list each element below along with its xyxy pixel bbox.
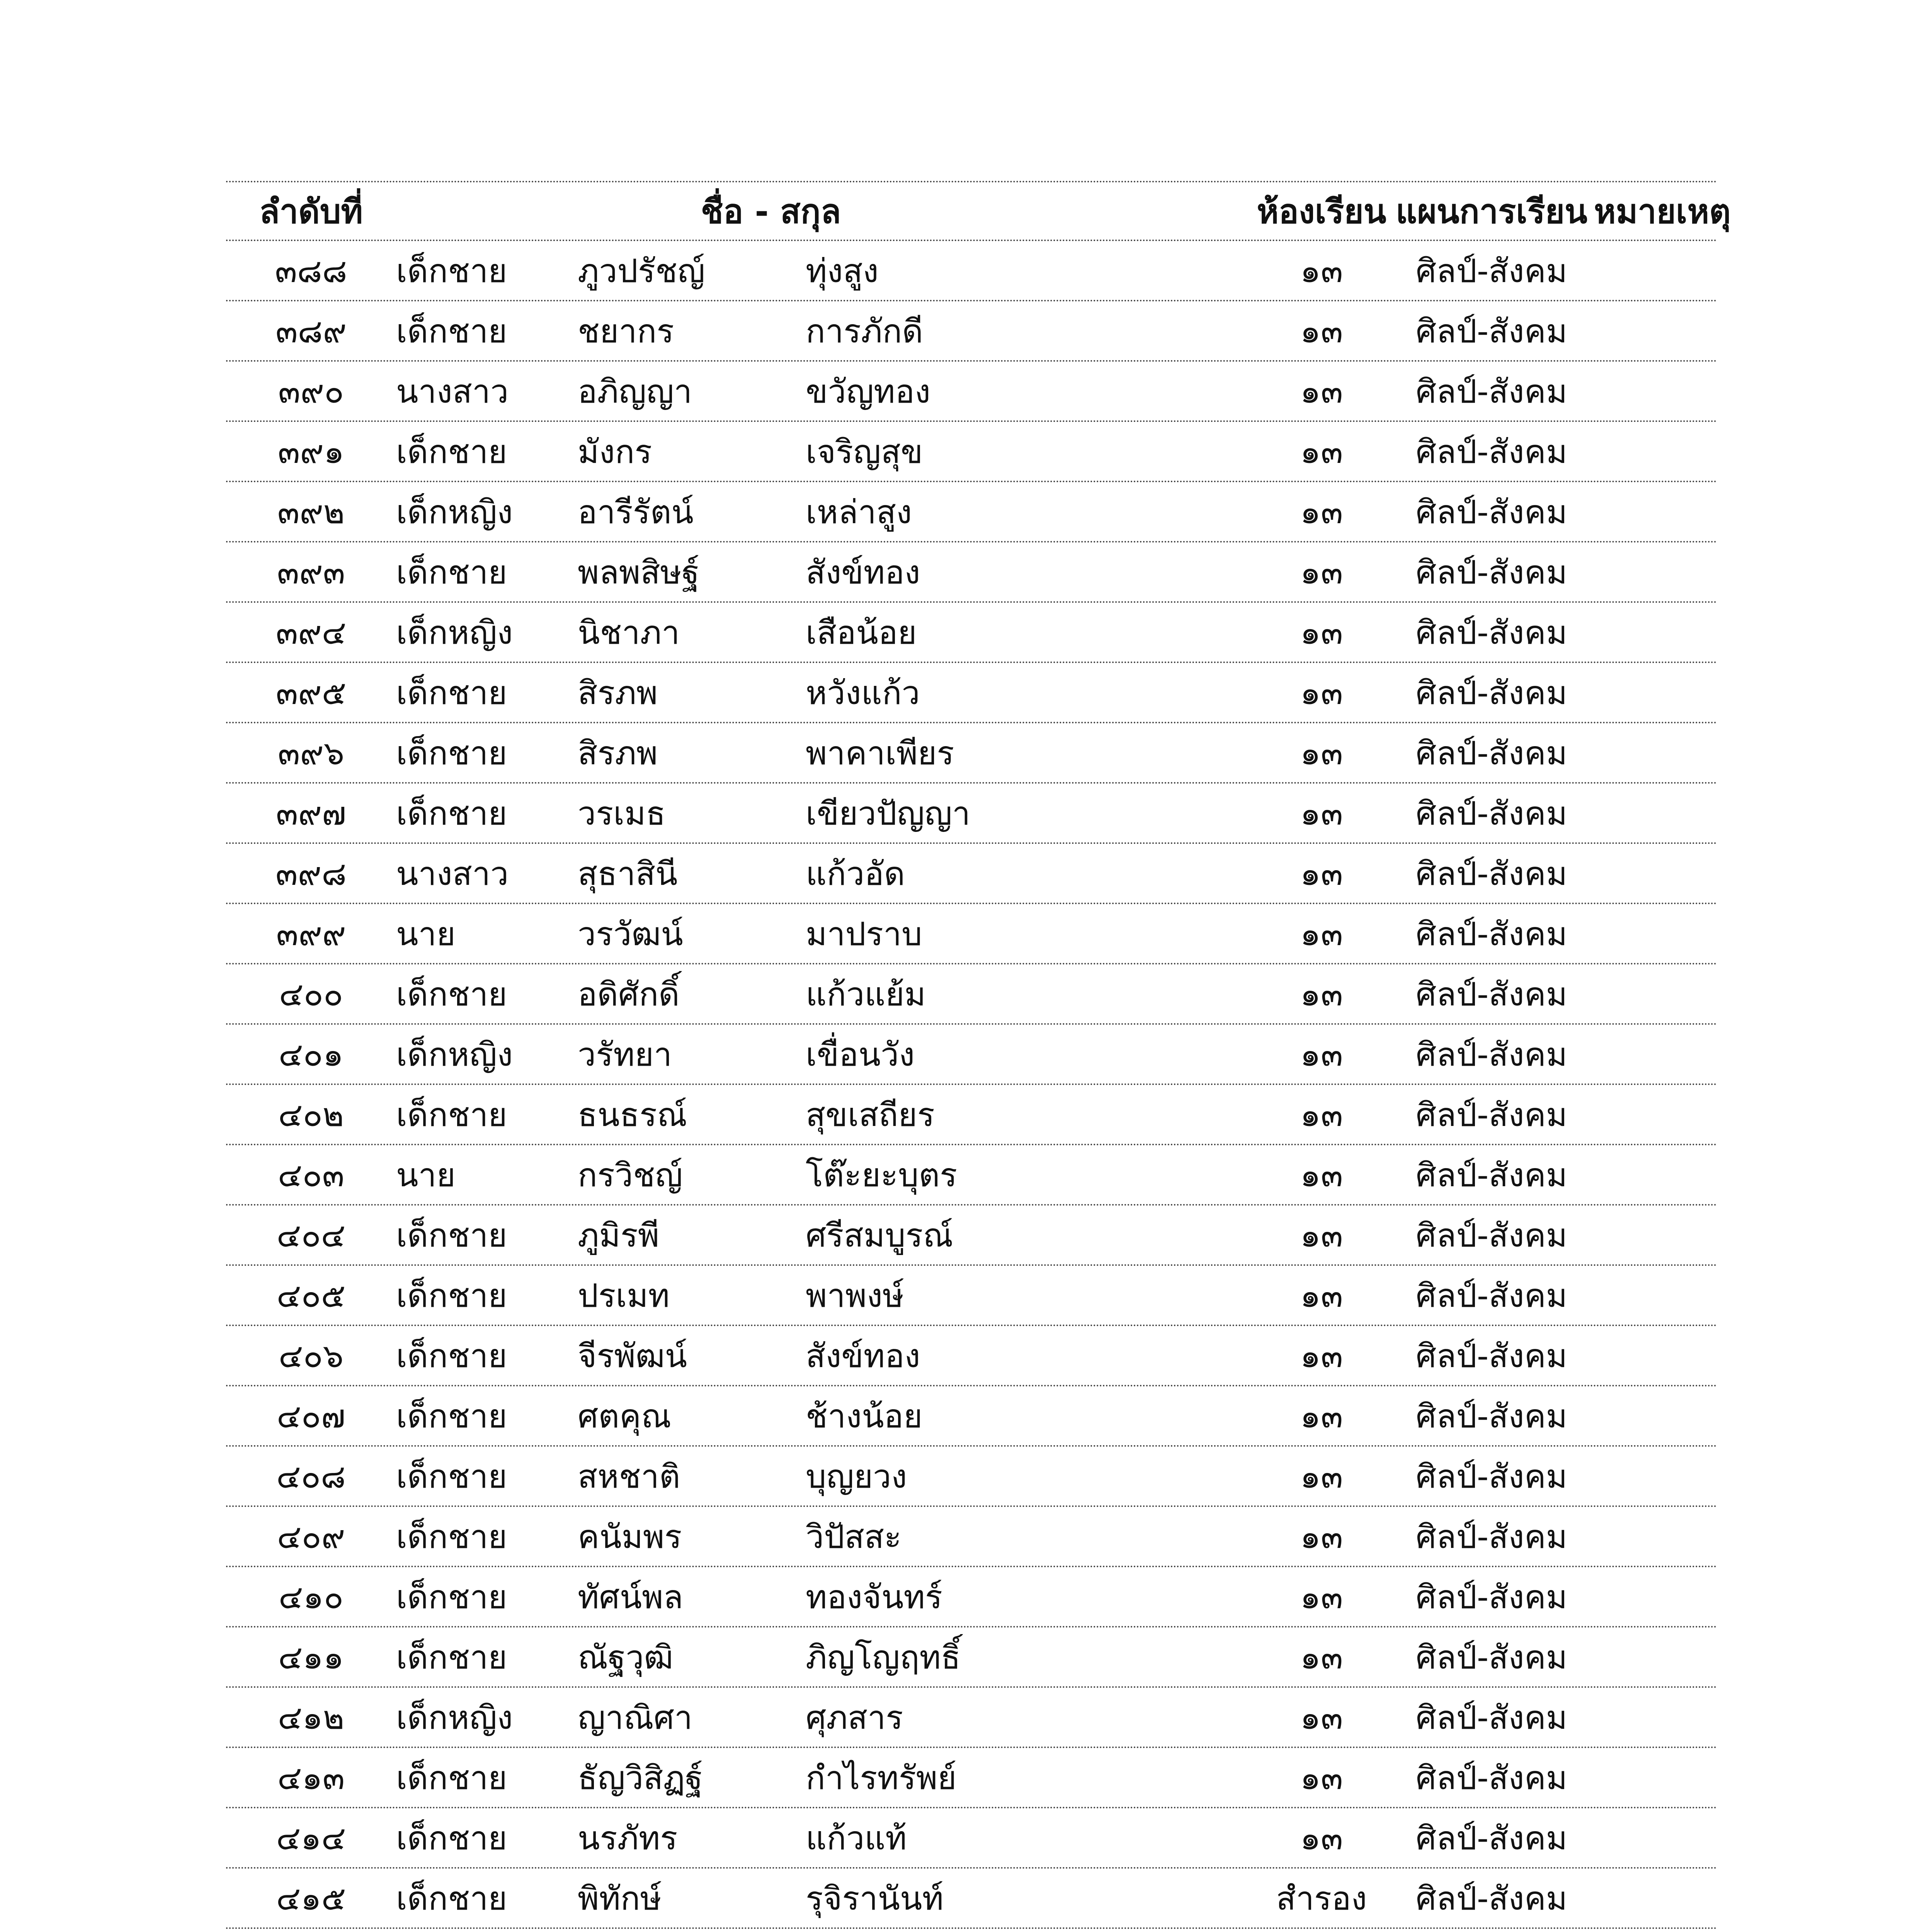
cell-room: ๑๓ [1300,1036,1343,1073]
table-row [226,543,1718,603]
cell-first: ธัญวิสิฏฐ์ [578,1759,703,1797]
cell-last: การภักดี [806,312,923,350]
cell-last: แก้วอัด [806,855,905,893]
cell-no: ๓๙๑ [277,433,345,471]
cell-first: สิรภพ [578,674,658,712]
cell-first: คนัมพร [578,1518,682,1556]
cell-first: อดิศักดิ์ [578,975,680,1013]
cell-title: เด็กหญิง [396,1699,513,1736]
cell-last: พาพงษ์ [806,1277,904,1315]
cell-title: เด็กชาย [396,1458,507,1495]
cell-room: ๑๓ [1300,252,1343,290]
table-row [226,784,1718,844]
cell-no: ๓๙๒ [277,493,345,531]
cell-first: ปรเมท [578,1277,670,1315]
cell-last: พาคาเพียร [806,734,954,772]
cell-room: ๑๓ [1300,1337,1343,1375]
cell-first: มังกร [578,433,652,471]
cell-no: ๔๑๔ [276,1819,346,1857]
cell-last: สังข์ทอง [806,1337,920,1375]
cell-plan: ศิลป์-สังคม [1415,372,1568,410]
cell-plan: ศิลป์-สังคม [1415,1578,1568,1616]
cell-no: ๔๐๙ [277,1518,345,1556]
cell-room: ๑๓ [1300,1458,1343,1495]
cell-first: ณัฐวุฒิ [578,1638,674,1676]
cell-last: หวังแก้ว [806,674,920,712]
table-header-row [226,181,1731,241]
cell-title: นาย [396,915,456,953]
cell-title: เด็กชาย [396,1638,507,1676]
cell-first: วรเมธ [578,794,666,832]
table-row [226,1808,1718,1869]
cell-room: ๑๓ [1300,1699,1343,1736]
cell-plan: ศิลป์-สังคม [1415,1277,1568,1315]
cell-room: ๑๓ [1300,312,1343,350]
cell-room: ๑๓ [1300,734,1343,772]
cell-title: นาย [396,1156,456,1194]
cell-no: ๓๙๖ [277,734,345,772]
cell-last: ช้างน้อย [806,1397,923,1435]
table-row [226,1447,1718,1507]
cell-title: เด็กหญิง [396,1036,513,1073]
cell-first: ภูมิรพี [578,1216,660,1254]
cell-title: เด็กชาย [396,975,507,1013]
cell-no: ๓๙๓ [277,553,345,591]
cell-last: แก้วแท้ [806,1819,907,1857]
cell-no: ๓๙๗ [276,794,347,832]
cell-last: เจริญสุข [806,433,923,471]
cell-first: ธนธรณ์ [578,1096,687,1134]
cell-no: ๔๐๑ [278,1036,344,1073]
cell-title: เด็กชาย [396,1096,507,1134]
cell-room: ๑๓ [1300,1277,1343,1315]
cell-title: เด็กชาย [396,1397,507,1435]
cell-first: กรวิชญ์ [578,1156,683,1194]
cell-room: ๑๓ [1300,493,1343,531]
cell-no: ๓๙๐ [278,372,344,410]
cell-title: เด็กชาย [396,252,507,290]
cell-plan: ศิลป์-สังคม [1415,915,1568,953]
cell-no: ๔๐๗ [276,1397,345,1435]
cell-room: สำรอง [1276,1879,1367,1917]
cell-room: ๑๓ [1300,1096,1343,1134]
cell-room: ๑๓ [1300,674,1343,712]
cell-room: ๑๓ [1300,1578,1343,1616]
cell-title: เด็กชาย [396,553,507,591]
cell-no: ๔๑๕ [276,1879,346,1917]
cell-plan: ศิลป์-สังคม [1415,553,1568,591]
cell-last: ทองจันทร์ [806,1578,942,1616]
header-no: ลำดับที่ [259,192,363,231]
table-row [226,603,1718,663]
table-row [226,482,1718,543]
cell-title: เด็กชาย [396,312,507,350]
header-plan: แผนการเรียน [1396,192,1587,231]
cell-no: ๓๘๘ [275,252,347,290]
cell-plan: ศิลป์-สังคม [1415,975,1568,1013]
cell-title: เด็กชาย [396,1759,507,1797]
table-row [226,1025,1718,1085]
cell-plan: ศิลป์-สังคม [1415,1337,1568,1375]
cell-last: ทุ่งสูง [806,252,879,290]
table-row [226,663,1718,723]
cell-first: สหชาติ [578,1458,680,1495]
cell-plan: ศิลป์-สังคม [1415,1096,1568,1134]
cell-room: ๑๓ [1300,433,1343,471]
cell-last: ขวัญทอง [806,372,930,410]
cell-last: เขื่อนวัง [806,1036,915,1073]
table-row [226,1386,1718,1447]
cell-no: ๔๐๔ [276,1216,346,1254]
cell-first: พิทักษ์ [578,1879,662,1917]
table-row [226,1326,1718,1386]
cell-plan: ศิลป์-สังคม [1415,1397,1568,1435]
cell-first: ภูวปรัชญ์ [578,252,705,290]
table-row [226,1748,1718,1808]
cell-plan: ศิลป์-สังคม [1415,312,1568,350]
cell-last: เสือน้อย [806,614,917,651]
cell-title: นางสาว [396,372,509,410]
cell-room: ๑๓ [1300,1638,1343,1676]
cell-last: ภิญโญฤทธิ์ [806,1638,961,1676]
table-body [226,241,1718,1932]
cell-title: เด็กชาย [396,433,507,471]
cell-no: ๔๑๓ [277,1759,345,1797]
cell-no: ๔๐๒ [278,1096,344,1134]
cell-plan: ศิลป์-สังคม [1415,855,1568,893]
cell-room: ๑๓ [1300,1156,1343,1194]
cell-room: ๑๓ [1300,855,1343,893]
cell-last: ศรีสมบูรณ์ [806,1216,953,1254]
cell-first: วรัทยา [578,1036,672,1073]
cell-plan: ศิลป์-สังคม [1415,433,1568,471]
cell-last: เหล่าสูง [806,493,912,531]
table-row [226,904,1718,964]
cell-last: บุญยวง [806,1458,907,1495]
cell-last: เขียวปัญญา [806,794,971,832]
cell-title: เด็กชาย [396,1277,507,1315]
cell-plan: ศิลป์-สังคม [1415,674,1568,712]
table-row [226,301,1718,362]
cell-last: สังข์ทอง [806,553,920,591]
cell-last: โต๊ะยะบุตร [806,1156,958,1194]
cell-last: แก้วแย้ม [806,975,926,1013]
table-row [226,362,1718,422]
cell-first: พลพสิษฐ์ [578,553,700,591]
table-row [226,1145,1718,1206]
cell-no: ๓๙๙ [276,915,346,953]
cell-plan: ศิลป์-สังคม [1415,1819,1568,1857]
cell-last: มาปราบ [806,915,922,953]
cell-room: ๑๓ [1300,975,1343,1013]
cell-first: ทัศน์พล [578,1578,683,1616]
cell-room: ๑๓ [1300,553,1343,591]
cell-title: เด็กชาย [396,1578,507,1616]
cell-room: ๑๓ [1300,915,1343,953]
table-row [226,1085,1718,1145]
table-row [226,1567,1718,1628]
cell-room: ๑๓ [1300,794,1343,832]
cell-no: ๔๐๘ [276,1458,346,1495]
cell-first: ญาณิศา [578,1699,693,1736]
cell-plan: ศิลป์-สังคม [1415,734,1568,772]
cell-first: นรภัทร [578,1819,678,1857]
cell-plan: ศิลป์-สังคม [1415,1036,1568,1073]
table-row [226,844,1718,904]
header-note: หมายเหตุ [1594,192,1731,231]
cell-plan: ศิลป์-สังคม [1415,1216,1568,1254]
cell-first: ชยากร [578,312,674,350]
cell-no: ๓๙๕ [276,674,347,712]
cell-no: ๓๙๔ [276,614,347,651]
cell-last: ศุภสาร [806,1699,903,1736]
cell-last: วิปัสสะ [806,1518,902,1556]
table-row [226,1628,1718,1688]
cell-first: อารีรัตน์ [578,493,694,531]
table-row [226,1929,1718,1932]
cell-no: ๓๘๙ [276,312,347,350]
cell-title: เด็กชาย [396,1337,507,1375]
cell-room: ๑๓ [1300,1216,1343,1254]
cell-no: ๔๑๐ [278,1578,344,1616]
cell-title: นางสาว [396,855,509,893]
cell-room: ๑๓ [1300,1819,1343,1857]
table-row [226,1266,1718,1326]
table-row [226,241,1718,301]
cell-room: ๑๓ [1300,1759,1343,1797]
table-row [226,1869,1718,1929]
cell-no: ๔๐๓ [277,1156,345,1194]
cell-title: เด็กชาย [396,1879,507,1917]
cell-room: ๑๓ [1300,1397,1343,1435]
cell-last: กำไรทรัพย์ [806,1759,957,1797]
cell-title: เด็กหญิง [396,614,513,651]
cell-first: อภิญญา [578,372,692,410]
cell-room: ๑๓ [1300,372,1343,410]
cell-title: เด็กชาย [396,1216,507,1254]
cell-title: เด็กชาย [396,1518,507,1556]
cell-first: จีรพัฒน์ [578,1337,687,1375]
cell-plan: ศิลป์-สังคม [1415,1458,1568,1495]
cell-plan: ศิลป์-สังคม [1415,1638,1568,1676]
cell-first: วรวัฒน์ [578,915,683,953]
cell-first: นิชาภา [578,614,680,651]
student-list-table [226,181,1731,1932]
cell-plan: ศิลป์-สังคม [1415,1699,1568,1736]
cell-plan: ศิลป์-สังคม [1415,1518,1568,1556]
cell-no: ๔๐๕ [276,1277,346,1315]
table-row [226,1507,1718,1567]
cell-first: ศตคุณ [578,1397,671,1435]
cell-title: เด็กหญิง [396,493,513,531]
cell-no: ๔๐๖ [278,1337,344,1375]
cell-plan: ศิลป์-สังคม [1415,252,1568,290]
cell-no: ๔๑๑ [278,1638,344,1676]
table-row [226,964,1718,1025]
cell-last: สุขเสถียร [806,1096,935,1134]
cell-no: ๔๑๒ [277,1699,345,1736]
header-name: ชื่อ - สกุล [701,192,841,231]
cell-title: เด็กชาย [396,734,507,772]
header-room: ห้องเรียน [1257,192,1386,231]
cell-last: รุจิรานันท์ [806,1879,944,1917]
cell-first: สิรภพ [578,734,658,772]
cell-plan: ศิลป์-สังคม [1415,1879,1568,1917]
cell-title: เด็กชาย [396,1819,507,1857]
cell-plan: ศิลป์-สังคม [1415,794,1568,832]
table-row [226,723,1718,784]
cell-room: ๑๓ [1300,1518,1343,1556]
cell-title: เด็กชาย [396,794,507,832]
cell-title: เด็กชาย [396,674,507,712]
cell-plan: ศิลป์-สังคม [1415,1759,1568,1797]
cell-plan: ศิลป์-สังคม [1415,1156,1568,1194]
cell-first: สุธาสินี [578,855,678,893]
table-row [226,1688,1718,1748]
cell-plan: ศิลป์-สังคม [1415,614,1568,651]
cell-no: ๔๐๐ [279,975,344,1013]
cell-plan: ศิลป์-สังคม [1415,493,1568,531]
cell-room: ๑๓ [1300,614,1343,651]
cell-no: ๓๙๘ [276,855,347,893]
table-row [226,1206,1718,1266]
table-row [226,422,1718,482]
